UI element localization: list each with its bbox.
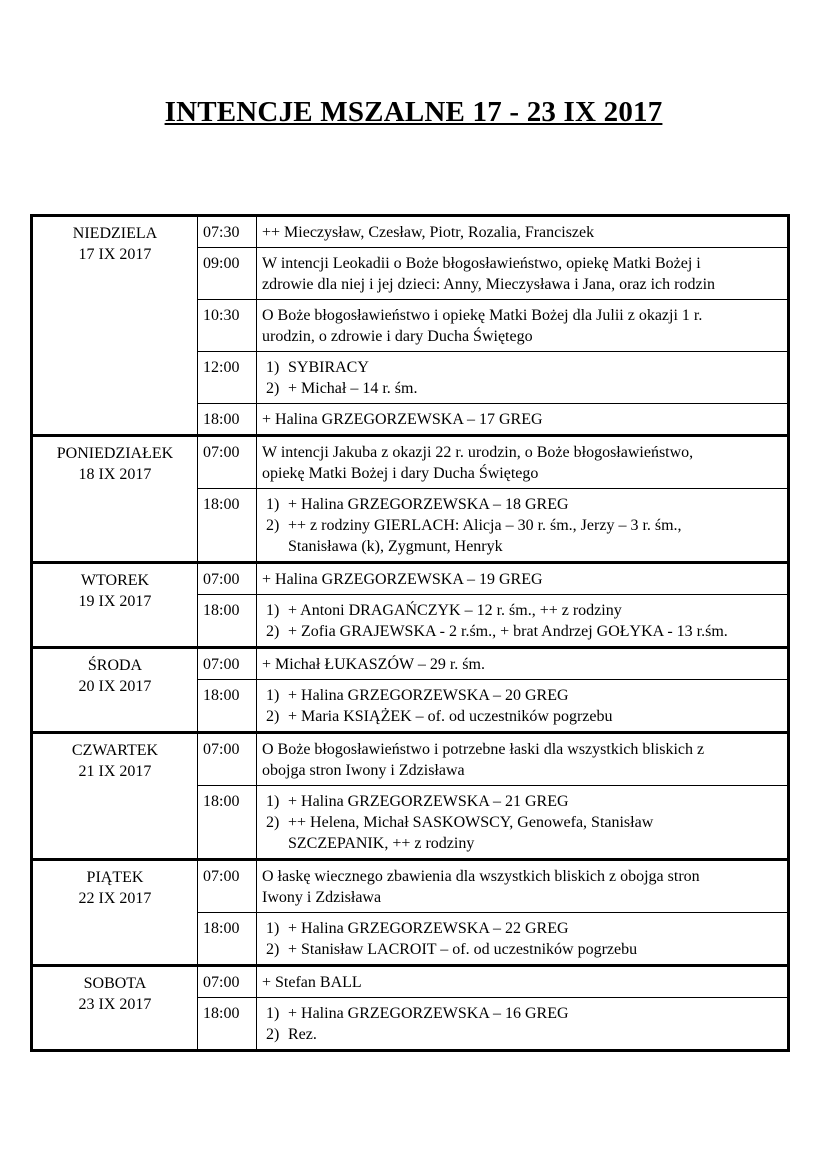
item-number: 2)	[266, 1026, 280, 1043]
intention-line: + Halina GRZEGORZEWSKA – 19 GREG	[262, 571, 543, 588]
intention-item	[262, 600, 783, 621]
mass-time: 18:00	[198, 680, 257, 733]
mass-intention	[257, 595, 789, 648]
day-block	[32, 436, 789, 563]
day-name: CZWARTEK	[71, 742, 159, 759]
mass-time: 18:00	[198, 913, 257, 966]
intention-item	[262, 494, 783, 515]
mass-time: 07:00	[198, 966, 257, 998]
mass-row	[32, 563, 789, 595]
mass-time: 07:00	[198, 648, 257, 680]
mass-time: 07:00	[198, 436, 257, 489]
intention-line: + Halina GRZEGORZEWSKA – 21 GREG	[288, 793, 569, 810]
mass-time: 18:00	[198, 404, 257, 436]
mass-intention	[257, 563, 789, 595]
item-number: 1)	[266, 793, 280, 810]
intention-line: urodzin, o zdrowie i dary Ducha Świętego	[262, 328, 533, 345]
intention-line: + Halina GRZEGORZEWSKA – 18 GREG	[288, 496, 569, 513]
day-name: WTOREK	[80, 572, 150, 589]
day-date: 22 IX 2017	[78, 890, 152, 907]
intention-line: + Halina GRZEGORZEWSKA – 16 GREG	[288, 1005, 569, 1022]
intention-item	[262, 939, 783, 960]
intention-line: W intencji Leokadii o Boże błogosławieństwo, opiekę Matki Bożej i	[262, 255, 701, 272]
day-date: 23 IX 2017	[78, 996, 152, 1013]
day-block	[32, 563, 789, 648]
day-date: 18 IX 2017	[78, 466, 152, 483]
page-title: INTENCJE MSZALNE 17 - 23 IX 2017	[164, 96, 663, 128]
mass-intention	[257, 216, 789, 248]
intention-item	[262, 1003, 783, 1024]
intention-list	[262, 1003, 783, 1045]
mass-intention	[257, 966, 789, 998]
day-cell	[32, 860, 198, 966]
mass-row	[32, 966, 789, 998]
intention-line: + Halina GRZEGORZEWSKA – 17 GREG	[262, 411, 543, 428]
mass-time: 07:00	[198, 733, 257, 786]
intention-line: Stanisława (k), Zygmunt, Henryk	[288, 538, 503, 555]
item-number: 2)	[266, 380, 280, 397]
intention-line: + Michał – 14 r. śm.	[288, 380, 418, 397]
mass-intention	[257, 489, 789, 563]
day-cell	[32, 733, 198, 860]
intention-item	[262, 706, 783, 727]
mass-intention	[257, 248, 789, 300]
day-cell	[32, 966, 198, 1051]
mass-time: 07:00	[198, 563, 257, 595]
intention-list	[262, 791, 783, 854]
mass-time: 12:00	[198, 352, 257, 404]
mass-time: 18:00	[198, 489, 257, 563]
mass-intention	[257, 786, 789, 860]
intention-line: Iwony i Zdzisława	[262, 889, 382, 906]
intention-line: + Stefan BALL	[262, 974, 362, 991]
intention-line: SZCZEPANIK, ++ z rodziny	[288, 835, 475, 852]
day-block	[32, 216, 789, 436]
item-number: 2)	[266, 708, 280, 725]
intention-list	[262, 918, 783, 960]
mass-time: 09:00	[198, 248, 257, 300]
mass-row	[32, 216, 789, 248]
day-block	[32, 860, 789, 966]
mass-row	[32, 733, 789, 786]
day-name: PIĄTEK	[86, 869, 144, 886]
mass-intention	[257, 998, 789, 1051]
intention-line: + Zofia GRAJEWSKA - 2 r.śm., + brat Andrzej GOŁYKA - 13 r.śm.	[288, 623, 728, 640]
item-number: 1)	[266, 1005, 280, 1022]
day-block	[32, 733, 789, 860]
mass-time: 10:30	[198, 300, 257, 352]
intention-list	[262, 685, 783, 727]
intention-line: + Maria KSIĄŻEK – of. od uczestników pogrzebu	[288, 708, 613, 725]
day-name: NIEDZIELA	[72, 225, 158, 242]
day-block	[32, 648, 789, 733]
mass-row	[32, 860, 789, 913]
intention-item	[262, 357, 783, 378]
mass-row	[32, 436, 789, 489]
mass-time: 18:00	[198, 595, 257, 648]
day-name: ŚRODA	[87, 657, 143, 674]
intention-line: ++ Mieczysław, Czesław, Piotr, Rozalia, Franciszek	[262, 224, 595, 241]
intention-item	[262, 621, 783, 642]
intention-item	[262, 378, 783, 399]
day-cell	[32, 216, 198, 436]
mass-row	[32, 648, 789, 680]
item-number: 1)	[266, 602, 280, 619]
intention-line: opiekę Matki Bożej i dary Ducha Świętego	[262, 465, 539, 482]
mass-intention	[257, 436, 789, 489]
intention-line: Rez.	[288, 1026, 317, 1043]
mass-intention	[257, 913, 789, 966]
item-number: 1)	[266, 496, 280, 513]
mass-intention	[257, 300, 789, 352]
mass-time: 18:00	[198, 998, 257, 1051]
day-date: 21 IX 2017	[78, 763, 152, 780]
intention-list	[262, 357, 783, 399]
mass-time: 07:30	[198, 216, 257, 248]
intention-list	[262, 600, 783, 642]
day-date: 20 IX 2017	[78, 678, 152, 695]
intention-line: O Boże błogosławieństwo i potrzebne łaski dla wszystkich bliskich z	[262, 741, 705, 758]
day-block	[32, 966, 789, 1051]
mass-time: 07:00	[198, 860, 257, 913]
intention-item	[262, 515, 783, 557]
day-name: SOBOTA	[83, 975, 147, 992]
item-number: 1)	[266, 687, 280, 704]
intention-item	[262, 1024, 783, 1045]
intention-line: zdrowie dla niej i jej dzieci: Anny, Mieczysława i Jana, oraz ich rodzin	[262, 276, 716, 293]
day-cell	[32, 648, 198, 733]
item-number: 1)	[266, 920, 280, 937]
item-number: 2)	[266, 623, 280, 640]
day-cell	[32, 436, 198, 563]
mass-intention	[257, 404, 789, 436]
intention-line: W intencji Jakuba z okazji 22 r. urodzin, o Boże błogosławieństwo,	[262, 444, 694, 461]
mass-intention	[257, 733, 789, 786]
intention-line: + Halina GRZEGORZEWSKA – 22 GREG	[288, 920, 569, 937]
mass-intention	[257, 680, 789, 733]
intention-item	[262, 918, 783, 939]
day-date: 17 IX 2017	[78, 246, 152, 263]
intention-line: ++ z rodziny GIERLACH: Alicja – 30 r. śm., Jerzy – 3 r. śm.,	[288, 517, 682, 534]
day-date: 19 IX 2017	[78, 593, 152, 610]
item-number: 2)	[266, 517, 280, 534]
intention-line: + Stanisław LACROIT – of. od uczestników pogrzebu	[288, 941, 638, 958]
intention-line: + Michał ŁUKASZÓW – 29 r. śm.	[262, 656, 485, 673]
intention-line: O łaskę wiecznego zbawienia dla wszystkich bliskich z obojga stron	[262, 868, 700, 885]
item-number: 2)	[266, 814, 280, 831]
intention-line: + Antoni DRAGAŃCZYK – 12 r. śm., ++ z rodziny	[288, 602, 622, 619]
intention-line: ++ Helena, Michał SASKOWSCY, Genowefa, Stanisław	[288, 814, 654, 831]
mass-intention	[257, 352, 789, 404]
intention-item	[262, 791, 783, 812]
intention-line: + Halina GRZEGORZEWSKA – 20 GREG	[288, 687, 569, 704]
intention-item	[262, 812, 783, 854]
intention-list	[262, 494, 783, 557]
intention-line: O Boże błogosławieństwo i opiekę Matki Bożej dla Julii z okazji 1 r.	[262, 307, 703, 324]
mass-intentions-table	[30, 214, 790, 1052]
mass-intention	[257, 860, 789, 913]
day-name: PONIEDZIAŁEK	[56, 445, 174, 462]
intention-line: obojga stron Iwony i Zdzisława	[262, 762, 465, 779]
mass-intention	[257, 648, 789, 680]
item-number: 1)	[266, 359, 280, 376]
item-number: 2)	[266, 941, 280, 958]
intention-item	[262, 685, 783, 706]
mass-time: 18:00	[198, 786, 257, 860]
intention-line: SYBIRACY	[288, 359, 369, 376]
day-cell	[32, 563, 198, 648]
